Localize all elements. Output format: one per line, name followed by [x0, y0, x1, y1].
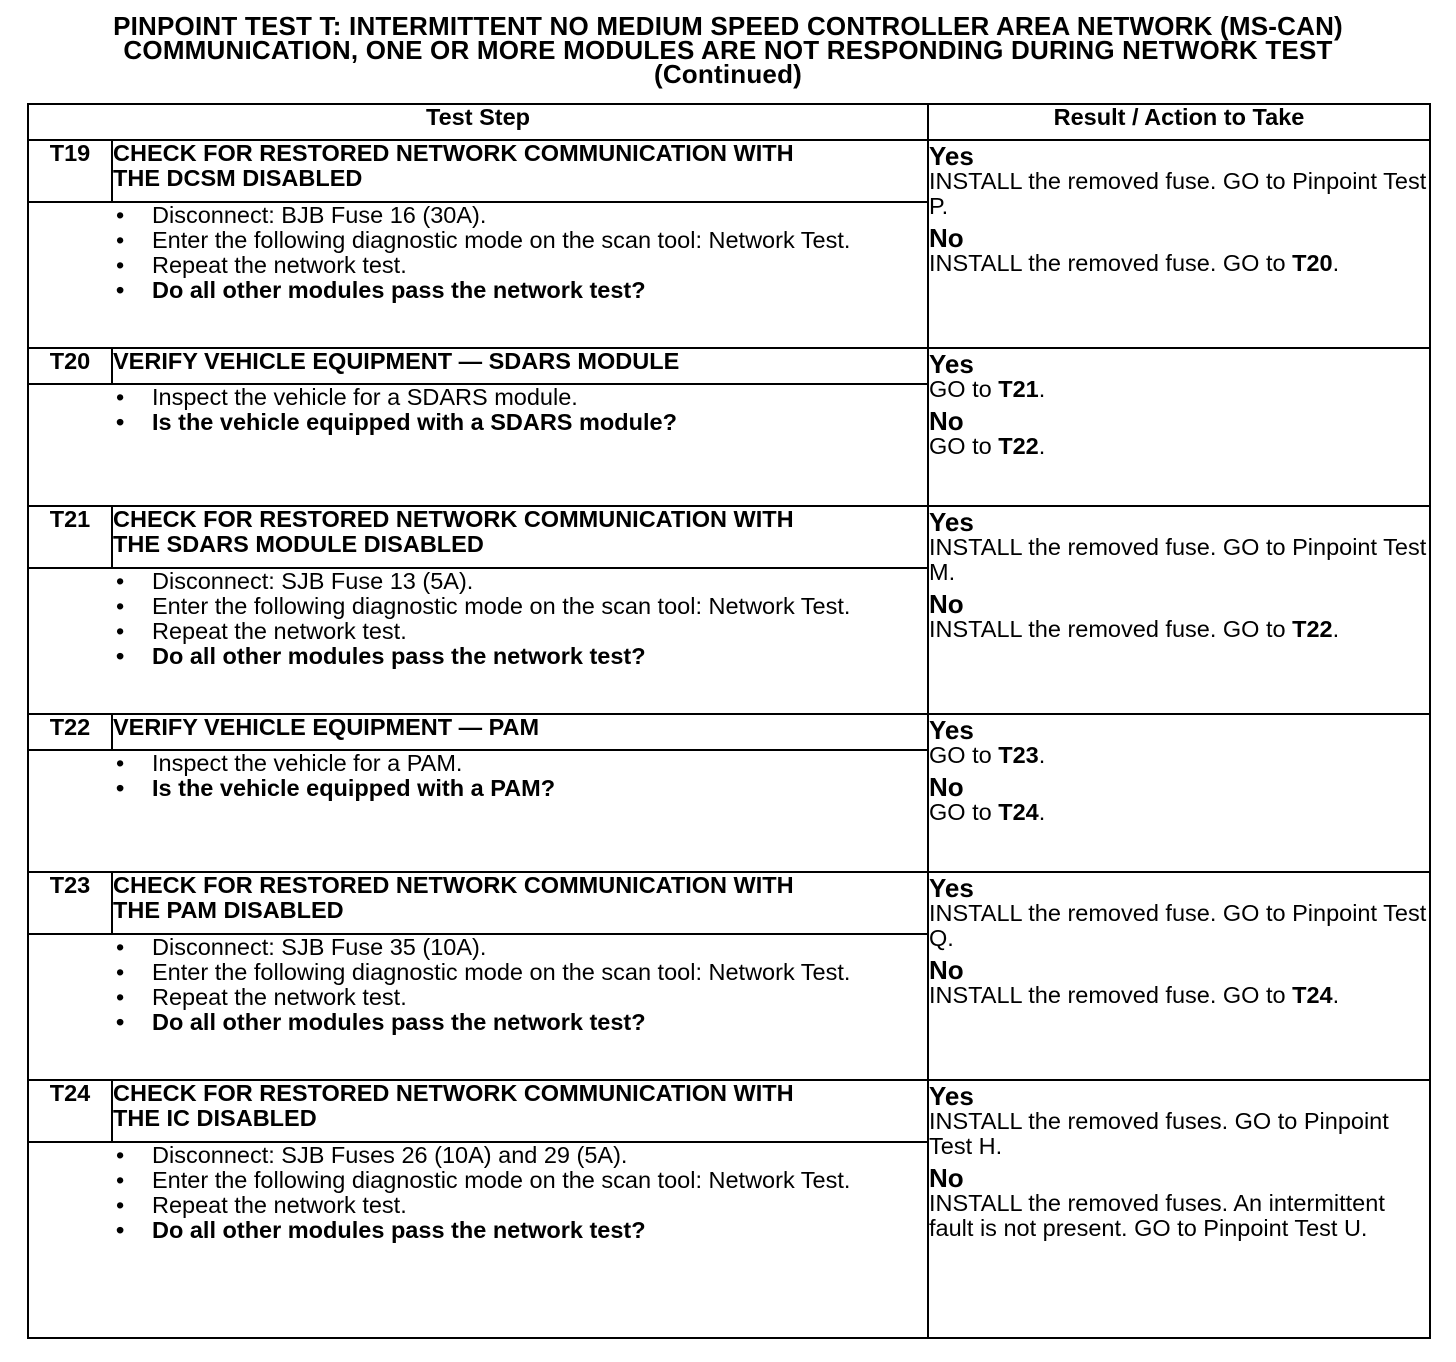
yes-action — [929, 743, 1429, 768]
yes-action — [929, 377, 1429, 402]
no-action-text: INSTALL the removed fuse. GO to — [929, 616, 1286, 642]
no-action-tail: . — [1332, 250, 1340, 276]
bullet-question: • Do all other modules pass the network test? — [29, 1010, 927, 1035]
yes-action: INSTALL the removed fuses. GO to Pinpoint Test H. — [929, 1108, 1389, 1159]
step-bullets — [28, 934, 928, 1080]
bullet-question: • Do all other modules pass the network test? — [29, 1218, 927, 1243]
bullet-question: • Do all other modules pass the network test? — [29, 644, 927, 669]
yes-action: INSTALL the removed fuse. GO to Pinpoint Test M. — [929, 534, 1427, 585]
no-action — [929, 800, 1429, 825]
bullet-item: • Repeat the network test. — [29, 253, 927, 278]
bullet-item: • Repeat the network test. — [29, 985, 927, 1010]
yes-action-text: GO to — [929, 376, 992, 402]
step-bullets — [28, 750, 928, 872]
bullet-question: • Is the vehicle equipped with a SDARS module? — [29, 410, 927, 435]
step-result — [928, 714, 1430, 872]
step-heading-line: VERIFY VEHICLE EQUIPMENT — PAM — [113, 714, 540, 740]
step-heading — [112, 140, 928, 202]
bullet-question: • Do all other modules pass the network test? — [29, 278, 927, 303]
bullet-item: • Disconnect: SJB Fuse 35 (10A). — [29, 935, 927, 960]
step-row-t21 — [28, 506, 1430, 568]
step-number: T20 — [28, 348, 112, 384]
step-heading — [112, 1080, 928, 1142]
yes-label: Yes — [929, 141, 974, 171]
no-action — [929, 251, 1429, 276]
step-bullets — [28, 1142, 928, 1338]
test-step-header: Test Step — [28, 104, 928, 140]
yes-label: Yes — [929, 349, 974, 379]
step-row-t20 — [28, 348, 1430, 384]
bullet-item: • Repeat the network test. — [29, 1193, 927, 1218]
step-number: T19 — [28, 140, 112, 202]
no-action — [929, 617, 1429, 642]
step-heading — [112, 714, 928, 750]
step-row-t24 — [28, 1080, 1430, 1142]
bullet-item: • Disconnect: SJB Fuse 13 (5A). — [29, 569, 927, 594]
bullet-list — [29, 935, 927, 1035]
step-heading-line: THE IC DISABLED — [113, 1105, 317, 1131]
result-action-header: Result / Action to Take — [928, 104, 1430, 140]
no-action-tail: . — [1038, 433, 1046, 459]
step-heading-line: THE SDARS MODULE DISABLED — [113, 531, 484, 557]
title-line-1: PINPOINT TEST T: INTERMITTENT NO MEDIUM SPEED CONTROLLER AREA NETWORK (MS-CAN) — [113, 11, 1343, 41]
step-heading-line: CHECK FOR RESTORED NETWORK COMMUNICATION WITH — [113, 506, 794, 532]
step-number: T21 — [28, 506, 112, 568]
step-bullets — [28, 568, 928, 714]
no-action-text: INSTALL the removed fuse. GO to — [929, 250, 1286, 276]
no-label: No — [929, 1163, 964, 1193]
no-action-ref: T22 — [1292, 616, 1333, 642]
bullet-item: • Inspect the vehicle for a PAM. — [29, 751, 927, 776]
no-action-ref: T24 — [998, 799, 1039, 825]
page-title — [20, 11, 1436, 89]
table-header-row — [28, 104, 1430, 140]
no-action-ref: T22 — [998, 433, 1039, 459]
step-heading-line: VERIFY VEHICLE EQUIPMENT — SDARS MODULE — [113, 348, 680, 374]
no-label: No — [929, 223, 964, 253]
bullet-list — [29, 751, 927, 801]
step-row-t22 — [28, 714, 1430, 750]
bullet-list — [29, 203, 927, 303]
bullet-item: • Enter the following diagnostic mode on the scan tool: Network Test. — [29, 960, 927, 985]
step-heading-line: CHECK FOR RESTORED NETWORK COMMUNICATION WITH — [113, 872, 794, 898]
yes-action-tail: . — [1038, 376, 1046, 402]
step-result — [928, 872, 1430, 1080]
step-heading-line: THE PAM DISABLED — [113, 897, 344, 923]
step-result — [928, 348, 1430, 506]
bullet-list — [29, 385, 927, 435]
step-number: T23 — [28, 872, 112, 934]
yes-label: Yes — [929, 507, 974, 537]
no-action: INSTALL the removed fuses. An intermittent fault is not present. GO to Pinpoint Test U. — [929, 1190, 1385, 1241]
step-result — [928, 506, 1430, 714]
no-action-ref: T20 — [1292, 250, 1333, 276]
step-heading — [112, 348, 928, 384]
step-heading — [112, 506, 928, 568]
step-bullets — [28, 202, 928, 348]
yes-label: Yes — [929, 715, 974, 745]
yes-action-text: GO to — [929, 742, 992, 768]
no-action-ref: T24 — [1292, 982, 1333, 1008]
no-label: No — [929, 955, 964, 985]
step-bullets — [28, 384, 928, 506]
bullet-item: • Disconnect: SJB Fuses 26 (10A) and 29 (5A). — [29, 1143, 927, 1168]
bullet-question: • Is the vehicle equipped with a PAM? — [29, 776, 927, 801]
no-label: No — [929, 589, 964, 619]
step-heading-line: CHECK FOR RESTORED NETWORK COMMUNICATION WITH — [113, 1080, 794, 1106]
bullet-item: • Enter the following diagnostic mode on the scan tool: Network Test. — [29, 594, 927, 619]
no-action-text: INSTALL the removed fuse. GO to — [929, 982, 1286, 1008]
yes-label: Yes — [929, 1081, 974, 1111]
bullet-item: • Disconnect: BJB Fuse 16 (30A). — [29, 203, 927, 228]
step-row-t19 — [28, 140, 1430, 202]
no-action-tail: . — [1038, 799, 1046, 825]
no-action-tail: . — [1332, 982, 1340, 1008]
bullet-item: • Repeat the network test. — [29, 619, 927, 644]
pinpoint-test-table — [27, 103, 1431, 1339]
no-label: No — [929, 406, 964, 436]
yes-action: INSTALL the removed fuse. GO to Pinpoint Test P. — [929, 168, 1427, 219]
step-number: T24 — [28, 1080, 112, 1142]
no-label: No — [929, 772, 964, 802]
yes-label: Yes — [929, 873, 974, 903]
no-action-text: GO to — [929, 433, 992, 459]
step-result — [928, 140, 1430, 348]
step-heading-line: THE DCSM DISABLED — [113, 165, 363, 191]
bullet-item: • Inspect the vehicle for a SDARS module. — [29, 385, 927, 410]
step-number: T22 — [28, 714, 112, 750]
step-result — [928, 1080, 1430, 1338]
no-action — [929, 434, 1429, 459]
no-action-text: GO to — [929, 799, 992, 825]
title-line-3: (Continued) — [653, 59, 803, 89]
bullet-list — [29, 569, 927, 669]
no-action — [929, 983, 1429, 1008]
yes-action-tail: . — [1038, 742, 1046, 768]
step-heading-line: CHECK FOR RESTORED NETWORK COMMUNICATION WITH — [113, 140, 794, 166]
yes-action: INSTALL the removed fuse. GO to Pinpoint Test Q. — [929, 900, 1427, 951]
bullet-item: • Enter the following diagnostic mode on the scan tool: Network Test. — [29, 1168, 927, 1193]
step-heading — [112, 872, 928, 934]
bullet-item: • Enter the following diagnostic mode on the scan tool: Network Test. — [29, 228, 927, 253]
bullet-list — [29, 1143, 927, 1243]
step-row-t23 — [28, 872, 1430, 934]
no-action-tail: . — [1332, 616, 1340, 642]
yes-action-ref: T23 — [998, 742, 1039, 768]
title-line-2: COMMUNICATION, ONE OR MORE MODULES ARE NOT RESPONDING DURING NETWORK TEST — [123, 35, 1333, 65]
yes-action-ref: T21 — [998, 376, 1039, 402]
